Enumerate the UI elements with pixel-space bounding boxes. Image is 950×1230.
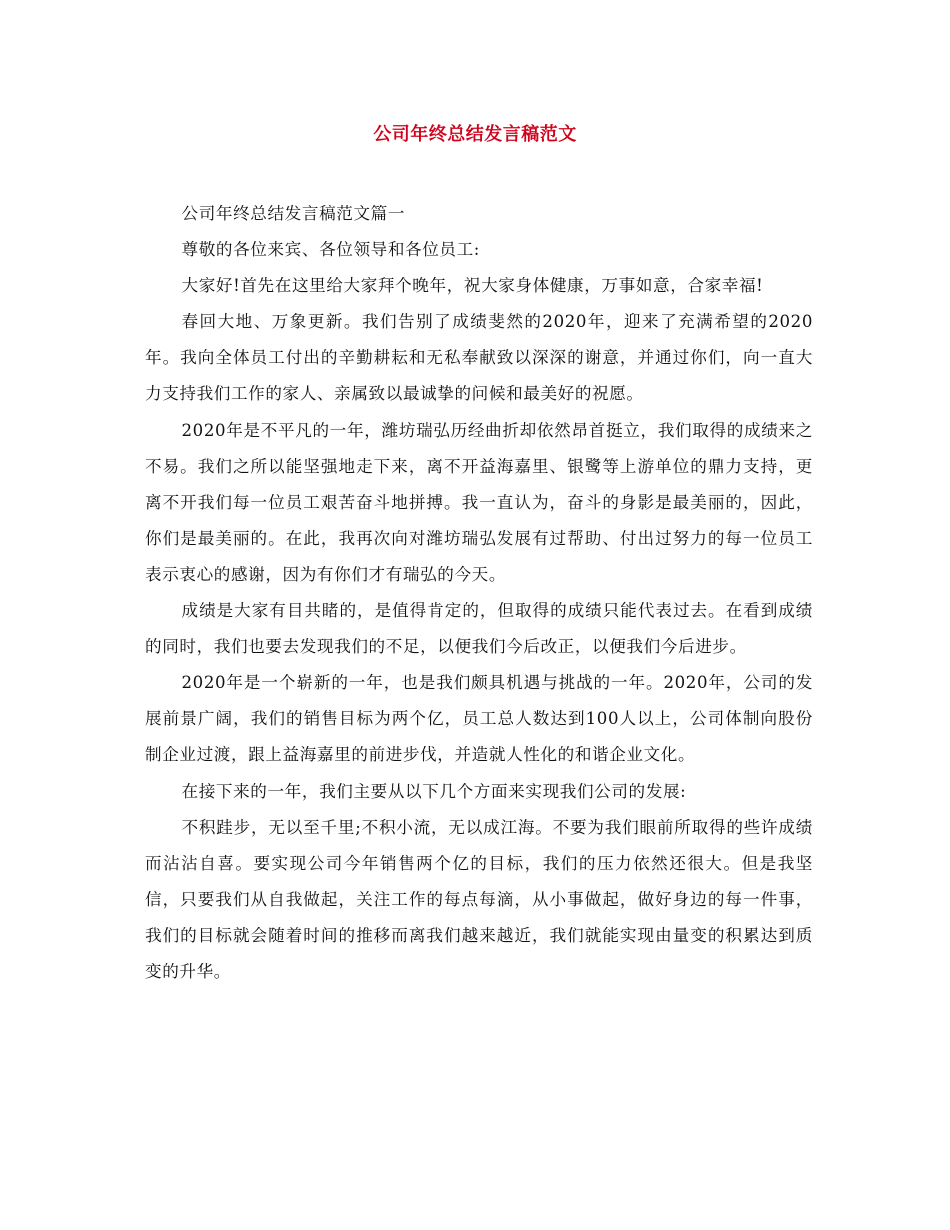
section-heading: 公司年终总结发言稿范文篇一 (181, 204, 406, 223)
paragraph: 在接下来的一年，我们主要从以下几个方面来实现我们公司的发展: (181, 781, 687, 801)
paragraph: 成绩是大家有目共睹的，是值得肯定的，但取得的成绩只能代表过去。在看到成绩的同时，我们也要去发现我们的不足，以便我们今后改正，以便我们今后进步。 (145, 601, 813, 657)
document-title: 公司年终总结发言稿范文 (373, 124, 577, 145)
paragraph: 不积跬步，无以至千里;不积小流，无以成江海。不要为我们眼前所取得的些许成绩而沾沾自喜。要实现公司今年销售两个亿的目标，我们的压力依然还很大。但是我坚信，只要我们从自我做起，关注工作的每点每滴，从小事做起，做好身边的每一件事，我们的目标就会随着时间的推移而离我们越来越近，我们就能实现由量变的积累达到质变的升华。 (145, 817, 813, 981)
paragraph: 春回大地、万象更新。我们告别了成绩斐然的2020年，迎来了充满希望的2020年。我向全体员工付出的辛勤耕耘和无私奉献致以深深的谢意，并通过你们，向一直大力支持我们工作的家人、亲属致以最诚挚的问候和最美好的祝愿。 (145, 312, 813, 404)
paragraph: 2020年是一个崭新的一年，也是我们颇具机遇与挑战的一年。2020年，公司的发展前景广阔，我们的销售目标为两个亿，员工总人数达到100人以上，公司体制向股份制企业过渡，跟上益海嘉里的前进步伐，并造就人性化的和谐企业文化。 (145, 673, 813, 765)
paragraph: 2020年是不平凡的一年，潍坊瑞弘历经曲折却依然昂首挺立，我们取得的成绩来之不易。我们之所以能坚强地走下来，离不开益海嘉里、银鹭等上游单位的鼎力支持，更离不开我们每一位员工艰苦奋斗地拼搏。我一直认为，奋斗的身影是最美丽的，因此，你们是最美丽的。在此，我再次向对潍坊瑞弘发展有过帮助、付出过努力的每一位员工表示衷心的感谢，因为有你们才有瑞弘的今天。 (145, 420, 813, 584)
paragraph: 大家好!首先在这里给大家拜个晚年，祝大家身体健康，万事如意，合家幸福! (181, 276, 764, 296)
salutation: 尊敬的各位来宾、各位领导和各位员工: (181, 240, 480, 260)
document-body (145, 196, 813, 990)
